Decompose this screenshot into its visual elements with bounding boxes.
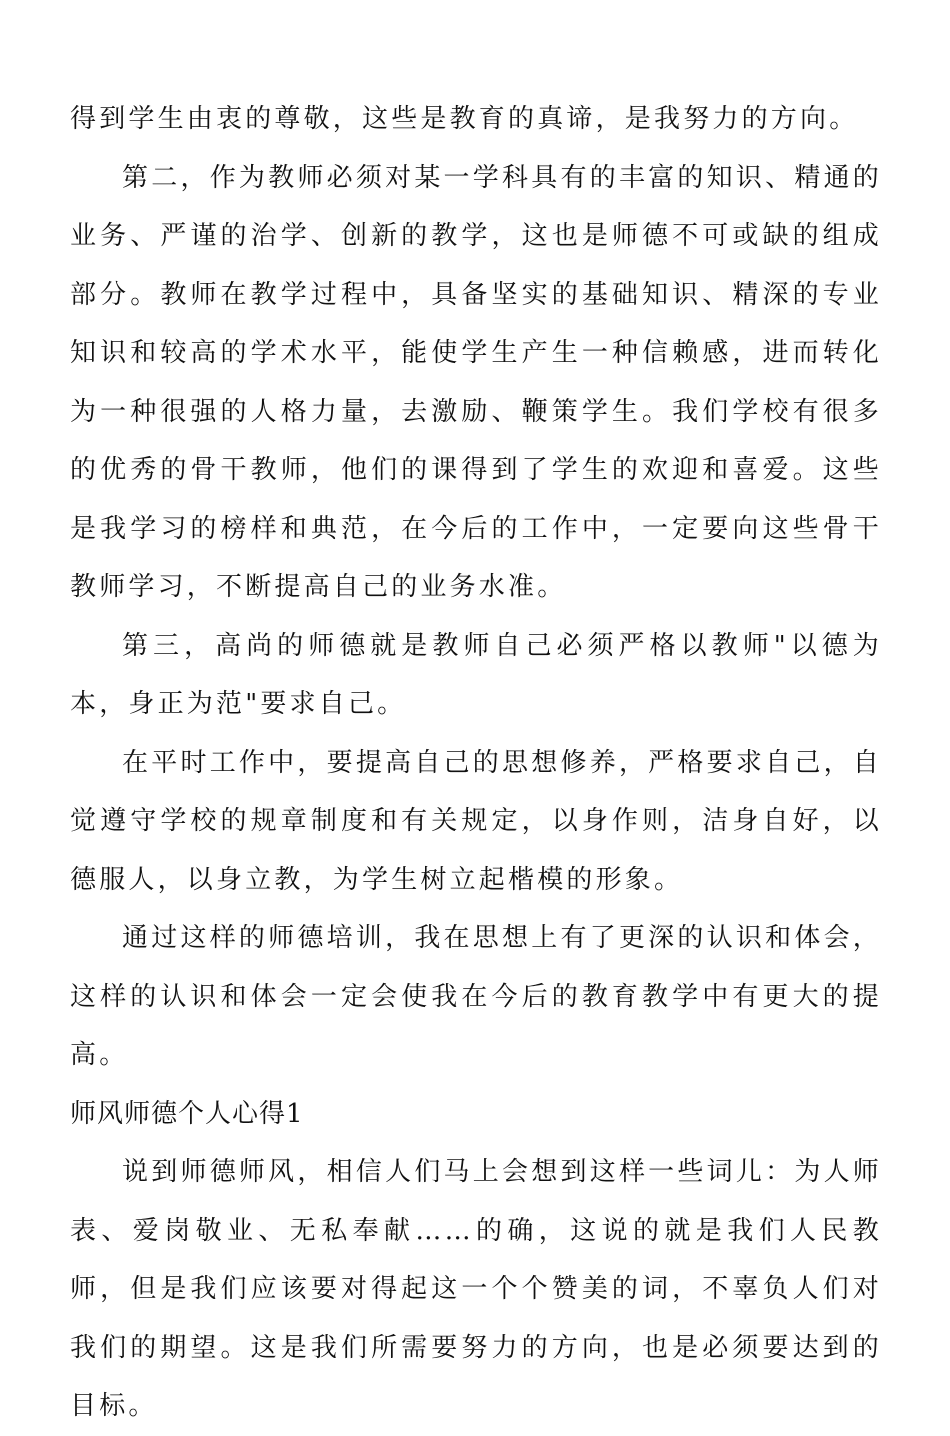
- paragraph-training-summary: 通过这样的师德培训，我在思想上有了更深的认识和体会，这样的认识和体会一定会使我在今后的教育教学中有更大的提高。: [70, 923, 882, 1070]
- section-heading: 师风师德个人心得1: [70, 1098, 304, 1129]
- document-body: [70, 90, 882, 1436]
- paragraph-teacher-ethics: 说到师德师风，相信人们马上会想到这样一些词儿：为人师表、爱岗敬业、无私奉献……的确，这说的就是我们人民教师，但是我们应该要对得起这一个个赞美的词，不辜负人们对我们的期望。这是我们所需要努力的方向，也是必须要达到的目标。: [70, 1157, 882, 1421]
- paragraph-daily-work: 在平时工作中，要提高自己的思想修养，严格要求自己，自觉遵守学校的规章制度和有关规定，以身作则，洁身自好，以德服人，以身立教，为学生树立起楷模的形象。: [70, 747, 882, 895]
- paragraph-third-point: 第三，高尚的师德就是教师自己必须严格以教师"以德为本，身正为范"要求自己。: [70, 630, 882, 719]
- paragraph-continuation: 得到学生由衷的尊敬，这些是教育的真谛，是我努力的方向。: [70, 104, 859, 134]
- paragraph-second-point: 第二，作为教师必须对某一学科具有的丰富的知识、精通的业务、严谨的治学、创新的教学，这也是师德不可或缺的组成部分。教师在教学过程中，具备坚实的基础知识、精深的专业知识和较高的学术水平，能使学生产生一种信赖感，进而转化为一种很强的人格力量，去激励、鞭策学生。我们学校有很多的优秀的骨干教师，他们的课得到了学生的欢迎和喜爱。这些是我学习的榜样和典范，在今后的工作中，一定要向这些骨干教师学习，不断提高自己的业务水准。: [70, 162, 882, 602]
